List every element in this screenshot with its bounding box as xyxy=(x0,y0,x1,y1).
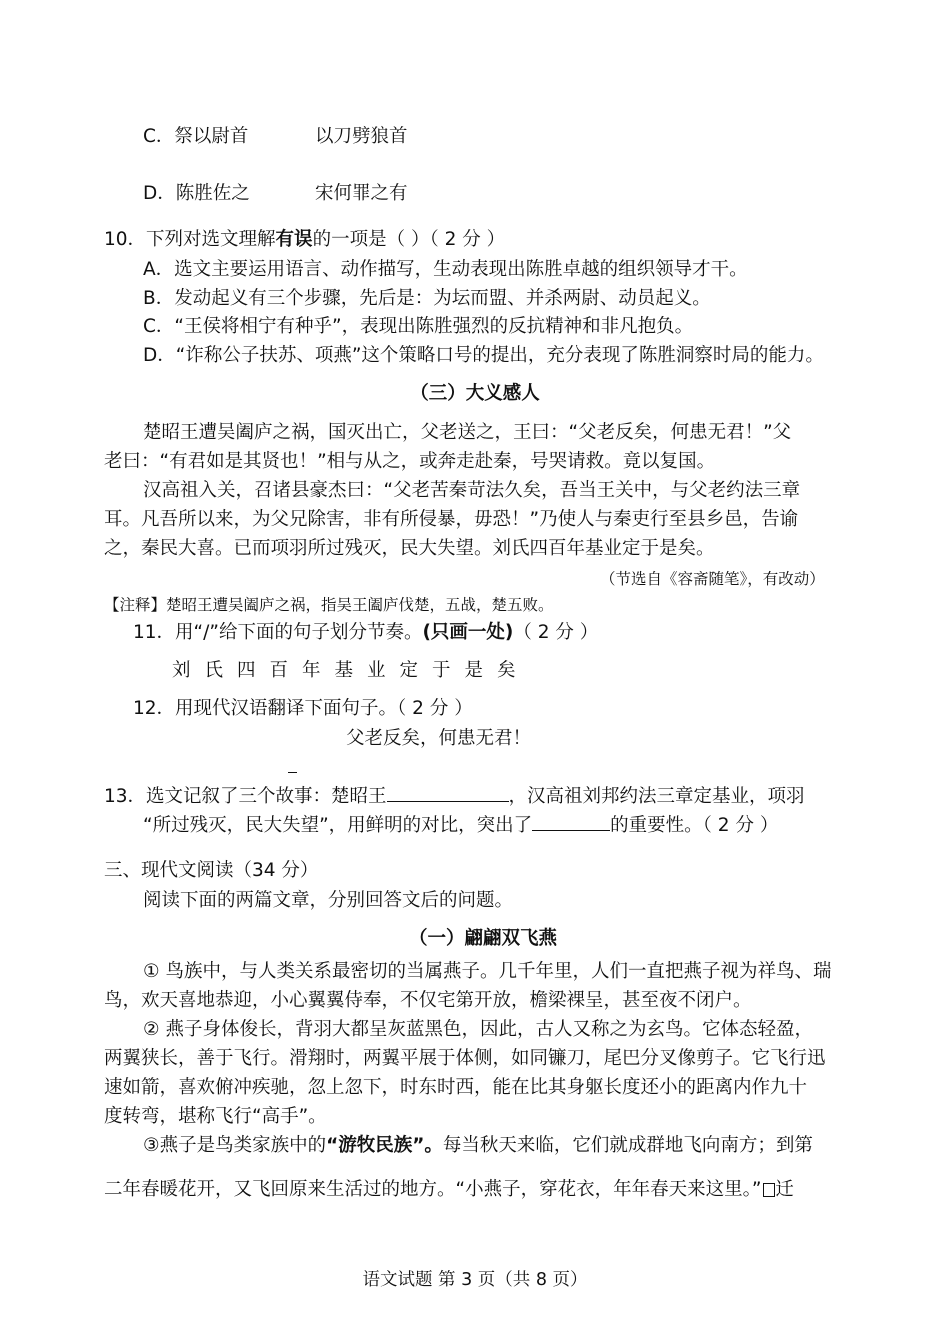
question-10-stem xyxy=(104,226,505,254)
q10-option-d: D．“诈称公子扶苏、项燕”这个策略口号的提出，充分表现了陈胜洞察时局的能力。 xyxy=(143,345,824,366)
passage-line: 楚昭王遭吴阖庐之祸，国灭出亡，父老送之，王曰：“父老反矣，何患无君！”父 xyxy=(143,422,792,443)
q13-answer-blank-2[interactable] xyxy=(532,810,610,831)
q11-stem-text: 11．用“/”给下面的句子划分节奏。 xyxy=(133,622,423,643)
article-line xyxy=(104,1176,794,1204)
option-d-left: D．陈胜佐之 xyxy=(143,183,250,204)
article-line: 度转弯，堪称飞行“高手”。 xyxy=(104,1106,327,1127)
q13-text-2: ，汉高祖刘邦约法三章定基业，项羽 xyxy=(508,786,805,807)
article-line: 速如箭，喜欢俯冲疾驰，忽上忽下，时东时西，能在比其身躯长度还小的距离内作九十 xyxy=(104,1077,808,1098)
article-line: 鸟，欢天喜地恭迎，小心翼翼侍奉，不仅宅第开放，檐梁裸呈，甚至夜不闭户。 xyxy=(104,990,752,1011)
article-text: ③燕子是鸟类家族中的 xyxy=(143,1135,327,1156)
question-12-stem: 12．用现代汉语翻译下面句子。（ 2 分 ） xyxy=(133,698,473,719)
q13-text-3: “所过残灭，民大失望”，用鲜明的对比，突出了 xyxy=(143,815,533,836)
q11-sentence: 刘氏四百年基业定于是矣 xyxy=(172,660,530,681)
article-line: 两翼狭长，善于飞行。滑翔时，两翼平展于体侧，如同镰刀，尾巴分叉像剪子。它飞行迅 xyxy=(104,1048,826,1069)
passage-source: （节选自《容斋随笔》，有改动） xyxy=(600,570,825,588)
option-d xyxy=(143,180,408,208)
article-line: ② 燕子身体俊长，背羽大都呈灰蓝黑色，因此，古人又称之为玄鸟。它体态轻盈， xyxy=(143,1019,813,1040)
option-c-right: 以刀劈狼首 xyxy=(315,126,408,147)
article-line xyxy=(143,1132,813,1160)
q10-stem-text: 10．下列对选文理解 xyxy=(104,229,276,250)
passage-line: 耳。凡吾所以来，为父兄除害，非有所侵暴，毋恐！”乃使人与秦吏行至县乡邑，告谕 xyxy=(104,509,799,530)
section-title: （三）大义感人 xyxy=(410,383,540,404)
article-text-3: 二年春暖花开，又飞回原来生活过的地方。“小燕子，穿花衣，年年春天来这里。” xyxy=(104,1179,762,1200)
box-icon xyxy=(763,1183,775,1197)
option-d-right: 宋何罪之有 xyxy=(315,183,408,204)
passage-note: 【注释】楚昭王遭吴阖庐之祸，指吴王阖庐伐楚，五战，楚五败。 xyxy=(104,596,554,614)
article-text-2: 每当秋天来临，它们就成群地飞向南方；到第 xyxy=(442,1135,813,1156)
q10-option-a: A．选文主要运用语言、动作描写，生动表现出陈胜卓越的组织领导才干。 xyxy=(143,259,748,280)
q10-option-c: C．“王侯将相宁有种乎”，表现出陈胜强烈的反抗精神和非凡抱负。 xyxy=(143,316,694,337)
q11-emphasis: (只画一处) xyxy=(422,622,514,643)
part-heading: 三、现代文阅读（34 分） xyxy=(104,860,319,881)
q12-sentence: 父老反矣，何患无君！ xyxy=(346,728,532,749)
q13-text-4: 的重要性。（ 2 分 ） xyxy=(610,815,779,836)
article-text-4: 迁 xyxy=(775,1179,794,1200)
article-line: ① 鸟族中，与人类关系最密切的当属燕子。几千年里，人们一直把燕子视为祥鸟、瑞 xyxy=(143,961,832,982)
q13-answer-blank-1[interactable] xyxy=(387,781,509,802)
page-footer: 语文试题 第 3 页（共 8 页） xyxy=(362,1270,588,1290)
q10-emphasis: 有误 xyxy=(275,229,313,250)
passage-line: 老曰：“有君如是其贤也！”相与从之，或奔走赴秦，号哭请救。竟以复国。 xyxy=(104,451,716,472)
option-c xyxy=(143,123,408,151)
q10-stem-tail: 的一项是（ ）（ 2 分 ） xyxy=(312,229,506,250)
question-13-line-2 xyxy=(143,810,778,840)
passage-line: 汉高祖入关，召诸县豪杰曰：“父老苦秦苛法久矣，吾当王关中，与父老约法三章 xyxy=(143,480,801,501)
passage-line: 之，秦民大喜。已而项羽所过残灭，民大失望。刘氏四百年基业定于是矣。 xyxy=(104,538,715,559)
q11-stem-tail: （ 2 分 ） xyxy=(513,622,599,643)
question-13-line-1 xyxy=(104,781,805,811)
article-emphasis: “游牧民族”。 xyxy=(326,1135,443,1156)
q10-option-b: B．发动起义有三个步骤，先后是：为坛而盟、并杀两尉、动员起义。 xyxy=(143,288,711,309)
stray-mark xyxy=(288,772,297,773)
question-11-stem xyxy=(133,619,598,647)
part-instruction: 阅读下面的两篇文章，分别回答文后的问题。 xyxy=(143,890,514,911)
q13-text: 13．选文记叙了三个故事：楚昭王 xyxy=(104,786,387,807)
article-title: （一）翩翩双飞燕 xyxy=(409,928,558,949)
option-c-left: C．祭以尉首 xyxy=(143,126,249,147)
